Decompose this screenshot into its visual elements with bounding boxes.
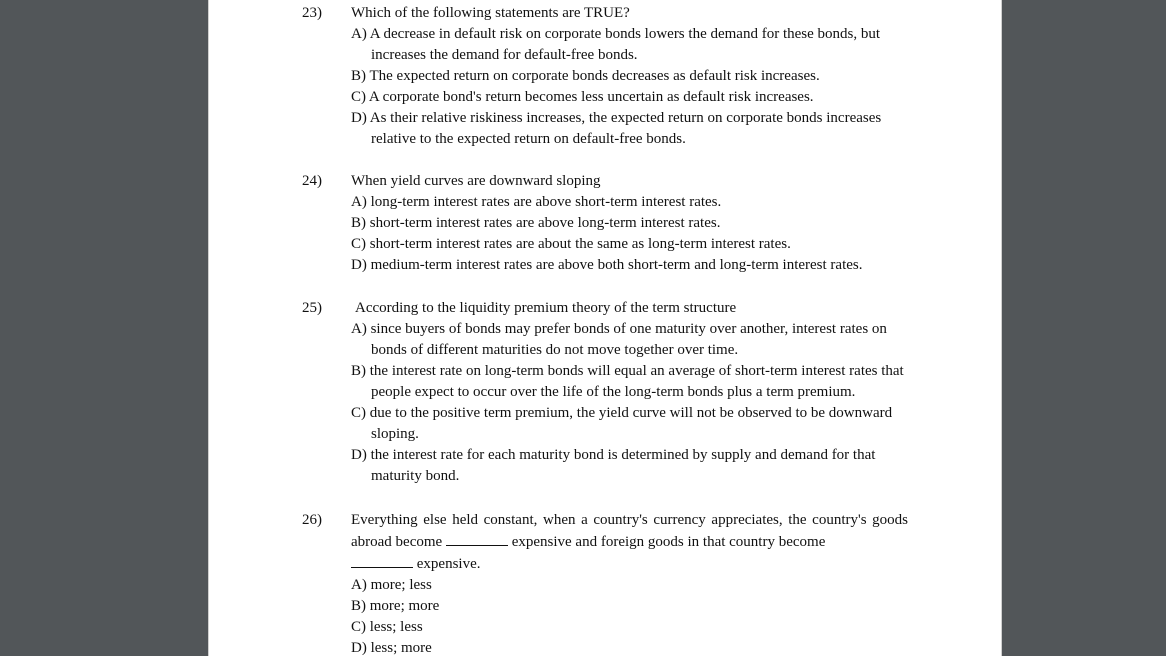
question-stem: Which of the following statements are TRUE?	[351, 5, 630, 21]
question-stem-continued	[351, 553, 911, 575]
question-stem: According to the liquidity premium theory of the term structure	[355, 300, 737, 316]
answer-blank	[446, 531, 508, 546]
option-d: D) As their relative riskiness increases, the expected return on corporate bonds increases relative to the expected return on default-free bonds.	[351, 110, 882, 147]
option-c: C) A corporate bond's return becomes less uncertain as default risk increases.	[351, 89, 814, 105]
option-c: C) due to the positive term premium, the yield curve will not be observed to be downward sloping.	[351, 405, 893, 442]
option-c: C) less; less	[351, 619, 423, 635]
option-c: C) short-term interest rates are about the same as long-term interest rates.	[351, 236, 791, 252]
question-stem	[351, 510, 908, 553]
option-a: A) more; less	[351, 577, 432, 593]
stem-part-1: Everything else held constant, when a country's currency appreciates, the country's goods abroad become	[351, 512, 908, 550]
option-d: D) less; more	[351, 640, 432, 656]
option-b: B) short-term interest rates are above long-term interest rates.	[351, 215, 721, 231]
question-number: 26)	[302, 512, 322, 528]
option-d: D) medium-term interest rates are above both short-term and long-term interest rates.	[351, 257, 863, 273]
option-a: A) A decrease in default risk on corporate bonds lowers the demand for these bonds, but increases the demand for default-free bonds.	[351, 26, 881, 63]
document-page	[208, 0, 1002, 656]
option-a: A) since buyers of bonds may prefer bonds of one maturity over another, interest rates on bonds of different maturities do not move together over time.	[351, 321, 887, 358]
option-b: B) The expected return on corporate bonds decreases as default risk increases.	[351, 68, 820, 84]
option-b: B) the interest rate on long-term bonds will equal an average of short-term interest rates that people expect to occur over the life of the long-term bonds plus a term premium.	[351, 363, 904, 400]
question-number: 24)	[302, 173, 322, 189]
question-body	[351, 510, 911, 656]
question-stem: When yield curves are downward sloping	[351, 173, 601, 189]
question-number: 25)	[302, 300, 322, 316]
stem-part-2: expensive and foreign goods in that country become	[511, 534, 826, 550]
stem-part-3: expensive.	[416, 556, 481, 572]
question-number: 23)	[302, 5, 322, 21]
question-body	[351, 298, 911, 487]
option-d: D) the interest rate for each maturity bond is determined by supply and demand for that maturity bond.	[351, 447, 876, 484]
question-body	[351, 171, 911, 276]
option-a: A) long-term interest rates are above short-term interest rates.	[351, 194, 722, 210]
question-body	[351, 3, 911, 150]
option-b: B) more; more	[351, 598, 440, 614]
answer-blank	[351, 553, 413, 568]
